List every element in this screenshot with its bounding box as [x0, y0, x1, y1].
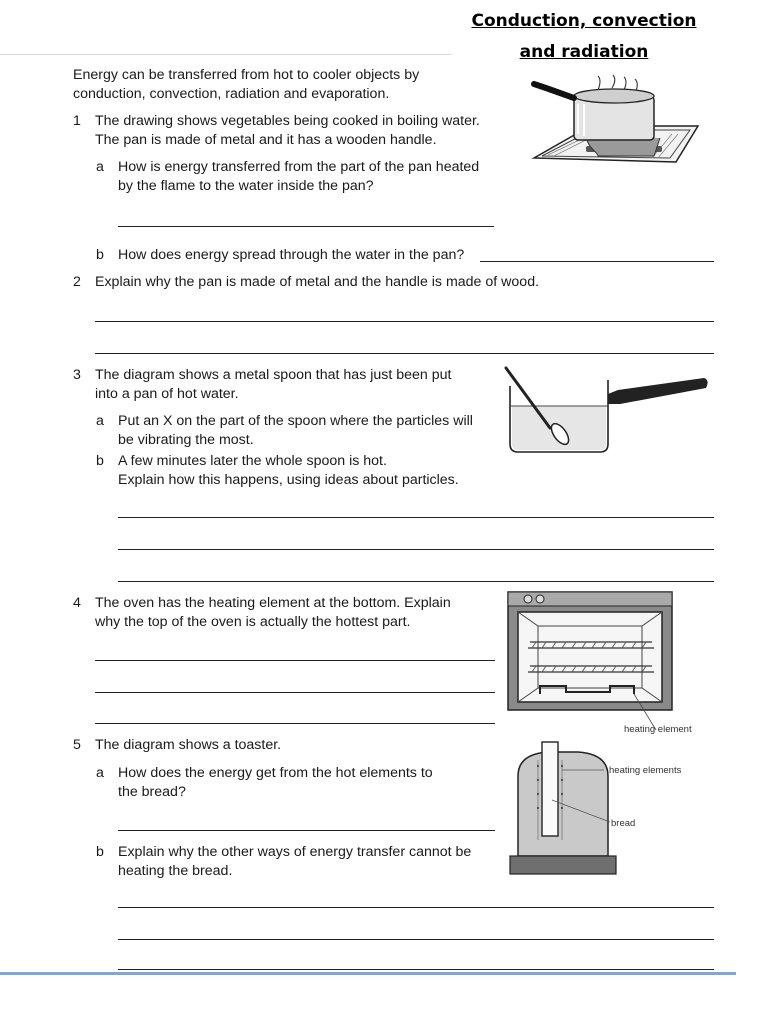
- spoon-in-pan-illustration: [498, 360, 713, 455]
- page-title: [452, 6, 716, 68]
- q1-number: 1: [73, 113, 81, 129]
- q1b-text: How does energy spread through the water in the pan?: [118, 247, 465, 263]
- header-divider: [0, 54, 452, 55]
- q4-text-2: why the top of the oven is actually the hottest part.: [95, 614, 411, 630]
- q5b-answer-line-2[interactable]: [118, 939, 714, 940]
- q1b-letter: b: [96, 247, 104, 263]
- q3b-letter: b: [96, 453, 104, 469]
- q1b-answer-line[interactable]: [480, 261, 714, 262]
- q4-text-1: The oven has the heating element at the bottom. Explain: [95, 595, 451, 611]
- q2-text: Explain why the pan is made of metal and the handle is made of wood.: [95, 274, 540, 290]
- intro-line-2: conduction, convection, radiation and evaporation.: [73, 86, 390, 102]
- q3b-answer-line-2[interactable]: [118, 549, 714, 550]
- q3a-letter: a: [96, 413, 104, 429]
- q3b-answer-line-3[interactable]: [118, 581, 714, 582]
- q4-answer-line-1[interactable]: [95, 660, 495, 661]
- oven-illustration: [506, 590, 686, 740]
- q5b-text-2: heating the bread.: [118, 863, 233, 879]
- q3-number: 3: [73, 367, 81, 383]
- q3b-text-2: Explain how this happens, using ideas about particles.: [118, 472, 459, 488]
- q5a-text-1: How does the energy get from the hot elements to: [118, 765, 433, 781]
- toaster-illustration: [508, 736, 618, 886]
- q3a-text-2: be vibrating the most.: [118, 432, 254, 448]
- q2-answer-line-2[interactable]: [95, 353, 714, 354]
- q3b-text-1: A few minutes later the whole spoon is hot.: [118, 453, 387, 469]
- q2-answer-line-1[interactable]: [95, 321, 714, 322]
- q4-answer-line-2[interactable]: [95, 692, 495, 693]
- q1-text-1: The drawing shows vegetables being cooked in boiling water.: [95, 113, 480, 129]
- q3b-answer-line-1[interactable]: [118, 517, 714, 518]
- q3a-text-1: Put an X on the part of the spoon where the particles will: [118, 413, 473, 429]
- pan-on-stove-illustration: [528, 74, 718, 172]
- q5a-answer-line[interactable]: [118, 830, 495, 831]
- q5b-letter: b: [96, 844, 104, 860]
- q1a-letter: a: [96, 159, 104, 175]
- q5a-text-2: the bread?: [118, 784, 186, 800]
- q1a-text-1: How is energy transferred from the part of the pan heated: [118, 159, 480, 175]
- q1-text-2: The pan is made of metal and it has a wooden handle.: [95, 132, 437, 148]
- q1a-text-2: by the flame to the water inside the pan?: [118, 178, 374, 194]
- q4-answer-line-3[interactable]: [95, 723, 495, 724]
- q2-number: 2: [73, 274, 81, 290]
- page-bottom-edge: [0, 972, 736, 975]
- q5b-text-1: Explain why the other ways of energy transfer cannot be: [118, 844, 472, 860]
- q3-text-1: The diagram shows a metal spoon that has just been put: [95, 367, 452, 383]
- title-line-2: and radiation: [519, 42, 649, 62]
- intro-line-1: Energy can be transferred from hot to cooler objects by: [73, 67, 420, 83]
- q5a-letter: a: [96, 765, 104, 781]
- q1a-answer-line[interactable]: [118, 226, 494, 227]
- title-line-1: Conduction, convection: [471, 11, 697, 31]
- toaster-heating-elements-label: heating elements: [609, 765, 682, 776]
- q5b-answer-line-3[interactable]: [118, 969, 714, 970]
- toaster-bread-label: bread: [611, 818, 636, 829]
- q5-number: 5: [73, 737, 81, 753]
- q4-number: 4: [73, 595, 81, 611]
- q3-text-2: into a pan of hot water.: [95, 386, 239, 402]
- oven-heating-element-label: heating element: [624, 724, 692, 735]
- q5b-answer-line-1[interactable]: [118, 907, 714, 908]
- q5-text: The diagram shows a toaster.: [95, 737, 282, 753]
